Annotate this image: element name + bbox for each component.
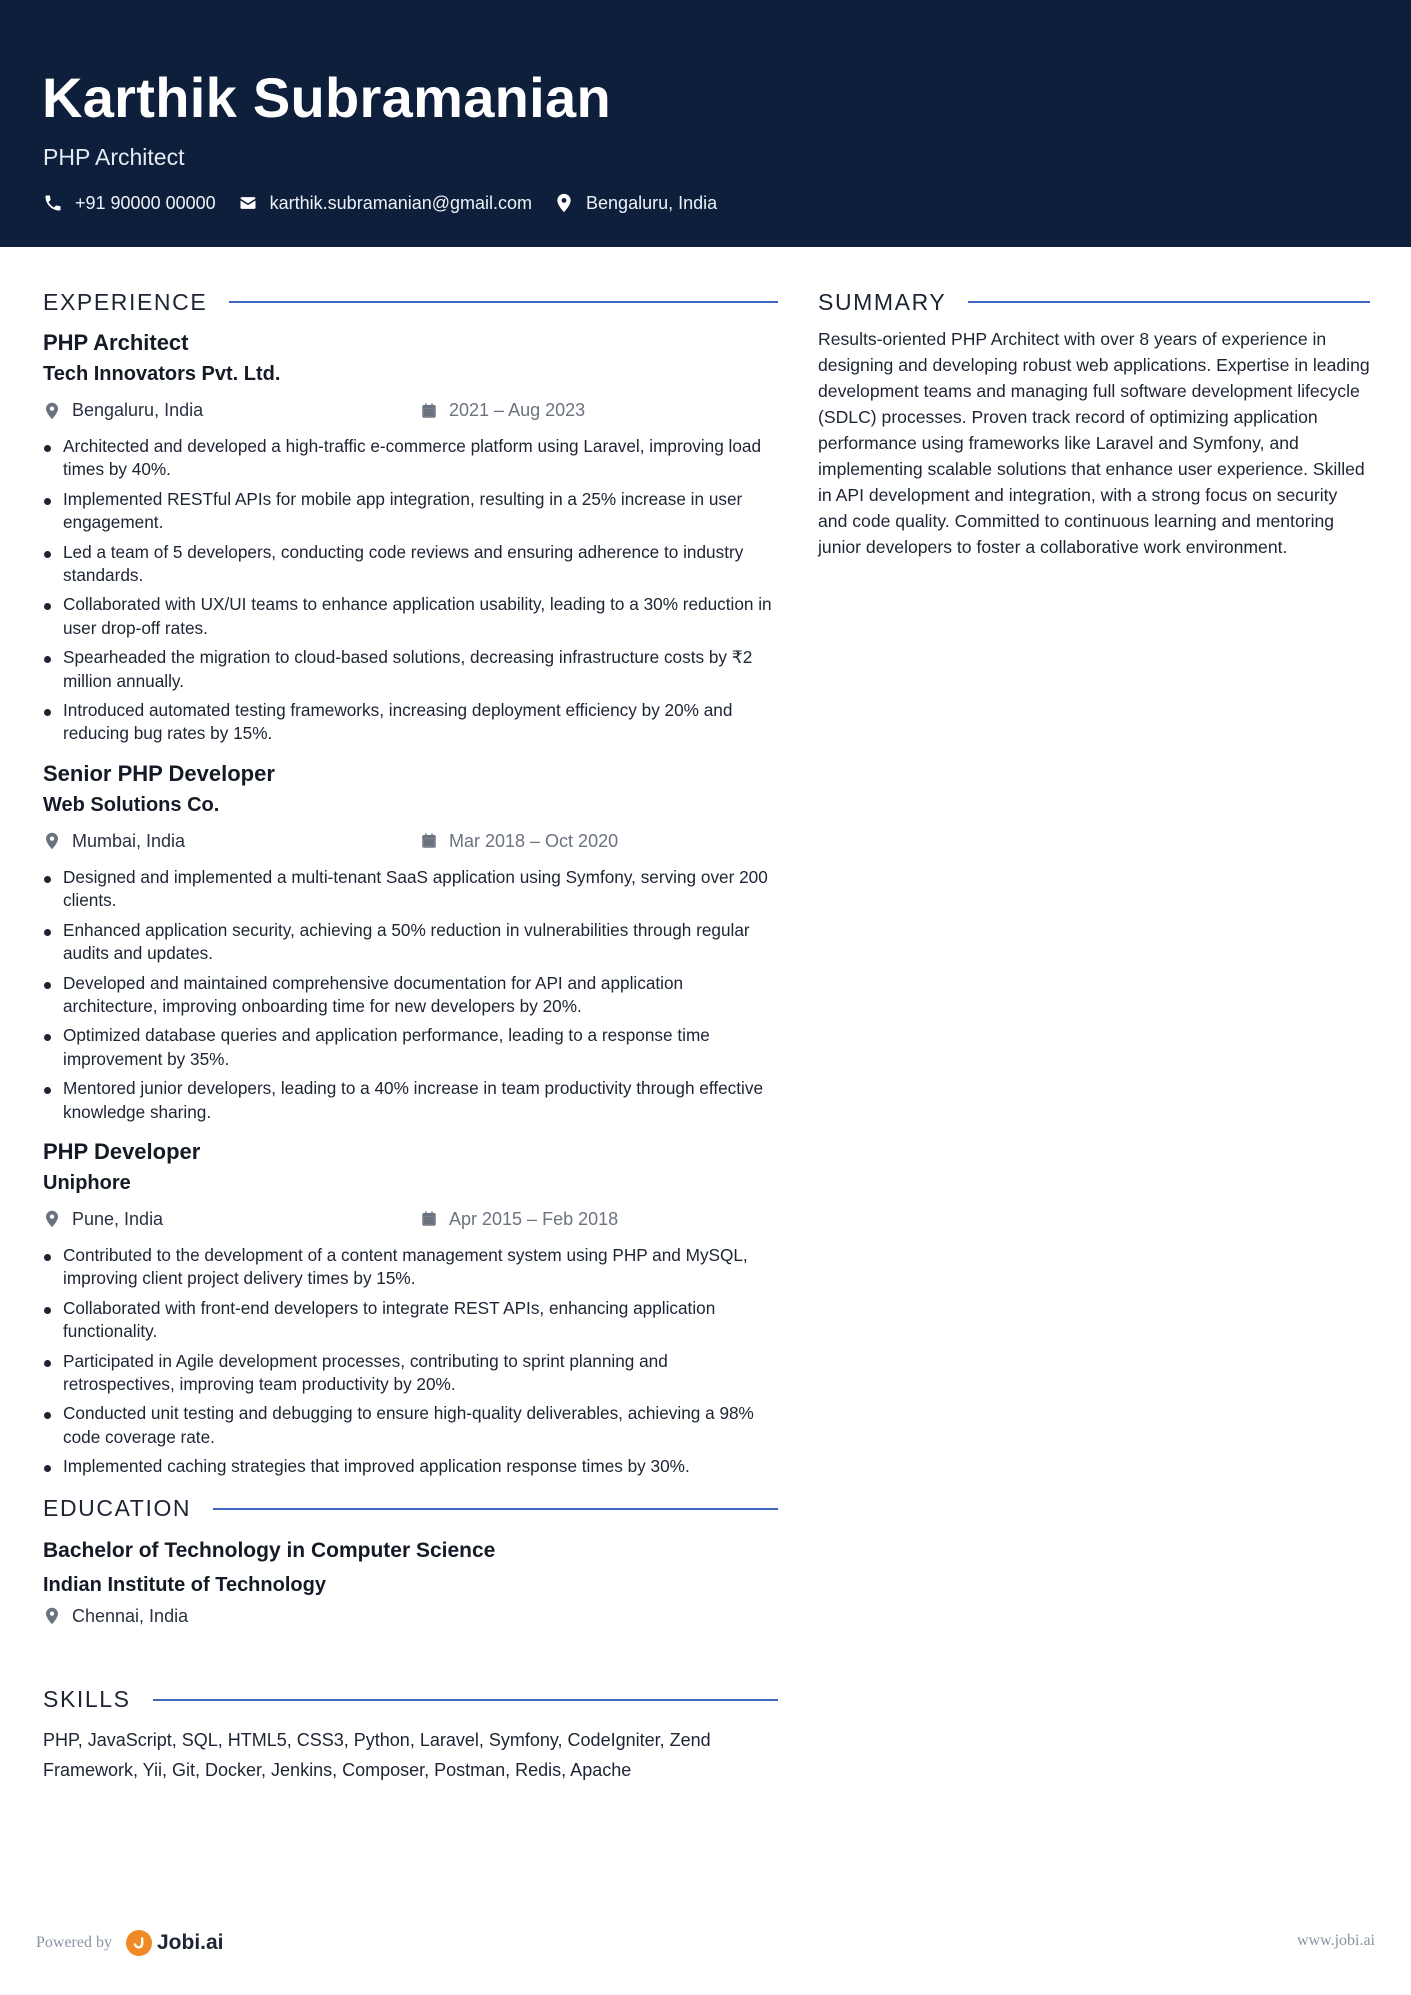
- candidate-name: Karthik Subramanian: [42, 66, 611, 129]
- job-bullet: Contributed to the development of a content management system using PHP and MySQL, improving client project delivery times by 15%.: [43, 1244, 778, 1291]
- job-dates: [420, 400, 585, 421]
- education-degree: Bachelor of Technology in Computer Science: [43, 1538, 496, 1562]
- powered-by-label: Powered by: [36, 1934, 112, 1951]
- job-location: [43, 831, 185, 852]
- map-pin-icon: [43, 1606, 61, 1626]
- job-bullet: Introduced automated testing frameworks, increasing deployment efficiency by 20% and reducing bug rates by 15%.: [43, 699, 778, 746]
- experience-entry: [43, 760, 778, 1124]
- job-location: [43, 400, 203, 421]
- education-meta: [43, 1606, 778, 1634]
- section-divider: [229, 301, 778, 303]
- section-divider: [213, 1508, 778, 1510]
- section-divider: [968, 301, 1370, 303]
- job-role: PHP Architect: [43, 330, 189, 355]
- education-heading: [43, 1493, 778, 1525]
- email-text: karthik.subramanian@gmail.com: [269, 192, 533, 213]
- job-dates-text: Apr 2015 – Feb 2018: [449, 1208, 619, 1229]
- experience-heading: [43, 286, 778, 318]
- job-location-text: Mumbai, India: [72, 830, 186, 851]
- section-title: EXPERIENCE: [43, 288, 208, 315]
- job-location: [43, 1209, 163, 1230]
- phone-icon: [43, 193, 63, 213]
- experience-list: [43, 329, 778, 1479]
- experience-entry: [43, 1138, 778, 1479]
- job-bullet: Optimized database queries and application performance, leading to a response time improvement by 35%.: [43, 1024, 778, 1071]
- education-location: [43, 1606, 188, 1627]
- section-title: EDUCATION: [43, 1495, 192, 1522]
- job-meta: [43, 1209, 778, 1237]
- section-divider: [153, 1699, 778, 1701]
- contact-phone[interactable]: [43, 193, 216, 214]
- experience-entry: [43, 329, 778, 746]
- section-title: SKILLS: [43, 1686, 131, 1713]
- map-pin-icon: [43, 401, 61, 421]
- job-company: Tech Innovators Pvt. Ltd.: [43, 363, 281, 385]
- job-bullets: [43, 435, 778, 746]
- job-bullet: Conducted unit testing and debugging to ensure high-quality deliverables, achieving a 98% code coverage rate.: [43, 1402, 778, 1449]
- job-meta: [43, 831, 778, 859]
- job-company: Web Solutions Co.: [43, 793, 220, 816]
- job-bullets: [43, 866, 778, 1124]
- contact-email[interactable]: [238, 193, 532, 214]
- job-location-text: Pune, India: [72, 1208, 164, 1229]
- job-bullet: Spearheaded the migration to cloud-based solutions, decreasing infrastructure costs by ₹2 million annually.: [43, 646, 778, 693]
- job-bullet: Mentored junior developers, leading to a 40% increase in team productivity through effective knowledge sharing.: [43, 1077, 778, 1124]
- job-role: Senior PHP Developer: [43, 760, 275, 786]
- right-column: [818, 286, 1370, 560]
- job-bullet: Participated in Agile development processes, contributing to sprint planning and retrospectives, improving team productivity by 20%.: [43, 1350, 778, 1397]
- job-bullet: Enhanced application security, achieving a 50% reduction in vulnerabilities through regular audits and updates.: [43, 919, 778, 966]
- job-bullets: [43, 1244, 778, 1479]
- footer-branding[interactable]: [36, 1930, 224, 1956]
- job-bullet: Developed and maintained comprehensive documentation for API and application architecture, improving onboarding time for new developers by 20%.: [43, 972, 778, 1019]
- job-location-text: Bengaluru, India: [72, 400, 204, 420]
- education-location-text: Chennai, India: [72, 1605, 189, 1626]
- map-pin-icon: [554, 192, 574, 214]
- contact-bar: [43, 192, 739, 214]
- calendar-icon: [420, 832, 438, 850]
- map-pin-icon: [43, 831, 61, 851]
- map-pin-icon: [43, 1209, 61, 1229]
- section-title: SUMMARY: [818, 288, 947, 315]
- brand-name: Jobi.ai: [156, 1931, 224, 1954]
- location-text: Bengaluru, India: [586, 192, 718, 213]
- job-bullet: Collaborated with front-end developers to integrate REST APIs, enhancing application functionality.: [43, 1297, 778, 1344]
- job-role: PHP Developer: [43, 1138, 201, 1164]
- phone-text: +91 90000 00000: [75, 192, 216, 213]
- footer-website-link[interactable]: www.jobi.ai: [1296, 1932, 1375, 1949]
- left-column: [43, 286, 778, 1785]
- job-bullet: Implemented caching strategies that improved application response times by 30%.: [43, 1455, 778, 1478]
- candidate-title: PHP Architect: [43, 144, 185, 170]
- job-bullet: Designed and implemented a multi-tenant SaaS application using Symfony, serving over 200 clients.: [43, 866, 778, 913]
- resume-header: [0, 0, 1411, 247]
- calendar-icon: [420, 402, 438, 420]
- job-dates-text: Mar 2018 – Oct 2020: [449, 830, 619, 851]
- summary-heading: [818, 286, 1370, 318]
- jobi-logo-icon: [126, 1930, 152, 1956]
- job-bullet: Architected and developed a high-traffic e-commerce platform using Laravel, improving load times by 40%.: [43, 435, 778, 482]
- skills-heading: [43, 1684, 778, 1716]
- job-bullet: Implemented RESTful APIs for mobile app integration, resulting in a 25% increase in user engagement.: [43, 488, 778, 535]
- job-bullet: Collaborated with UX/UI teams to enhance application usability, leading to a 30% reduction in user drop-off rates.: [43, 593, 778, 640]
- calendar-icon: [420, 1210, 438, 1228]
- job-dates-text: 2021 – Aug 2023: [449, 400, 586, 420]
- mail-icon: [238, 193, 258, 213]
- contact-location: [554, 192, 717, 214]
- education-school: Indian Institute of Technology: [43, 1573, 326, 1596]
- job-company: Uniphore: [43, 1171, 131, 1194]
- job-dates: [420, 1209, 618, 1230]
- skills-list: PHP, JavaScript, SQL, HTML5, CSS3, Python, Laravel, Symfony, CodeIgniter, Zend Framework, Yii, Git, Docker, Jenkins, Composer, Postman, Redis, Apache: [43, 1729, 711, 1780]
- job-bullet: Led a team of 5 developers, conducting code reviews and ensuring adherence to industry standards.: [43, 541, 778, 588]
- job-meta: [43, 400, 778, 428]
- summary-text: Results-oriented PHP Architect with over 8 years of experience in designing and developing robust web applications. Expertise in leading development teams and managing full software development lifecycle (SDLC) processes. Proven track record of optimizing application performance using frameworks like Laravel and Symfony, and implementing scalable solutions that enhance user experience. Skilled in API development and integration, with a strong focus on security and code quality. Committed to continuous learning and mentoring junior developers to foster a collaborative work environment.: [818, 329, 1370, 557]
- job-dates: [420, 831, 618, 852]
